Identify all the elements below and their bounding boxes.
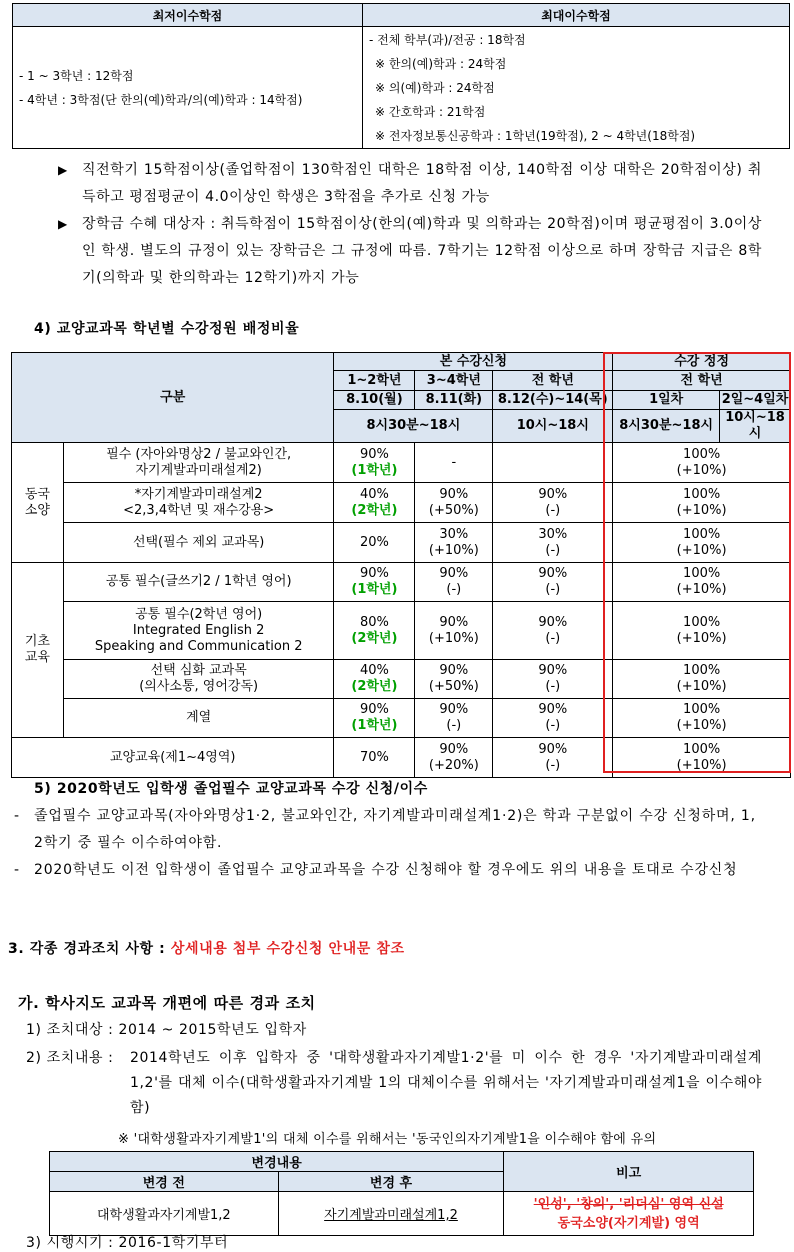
quota-year12: 90% (1학년) [334, 699, 415, 738]
remark-line: '인성', '창의', '리더십' 영역 신설 [533, 1196, 724, 1212]
quota-year12: 80% (2학년) [334, 602, 415, 660]
quota-all-years: 90% (-) [493, 563, 613, 602]
item-start-date: 3) 시행시기 : 2016-1학기부터 [26, 1235, 229, 1251]
min-credits-line: - 1 ~ 3학년 : 12학점 [19, 68, 134, 83]
quota-adjustment: 100% (+10%) [613, 563, 791, 602]
quota-adjustment: 100% (+10%) [613, 602, 791, 660]
quota-row [12, 483, 791, 523]
quota-year34: 90% (-) [415, 699, 493, 738]
bullet-extra-credits [58, 157, 762, 211]
before-header: 변경 전 [50, 1172, 279, 1192]
course-name: 선택 심화 교과목 (의사소통, 영어강독) [63, 660, 334, 699]
course-name: 계열 [63, 699, 334, 738]
max-credits-line: ※ 전자정보통신공학과 : 1학년(19학점), 2 ~ 4학년(18학점) [375, 128, 696, 143]
group-label: 기초 교육 [12, 563, 64, 738]
time-header: 10시~18시 [493, 410, 613, 443]
all-years-adjust-header: 전 학년 [613, 371, 791, 391]
credits-table [12, 3, 790, 149]
quota-row [12, 523, 791, 563]
note-text: ※ '대학생활과자기계발1'의 대체 이수를 위해서는 '동국인의자기계발1을 이수해야 함에 유의 [118, 1132, 657, 1147]
section-4-title: 4) 교양교과목 학년별 수강정원 배정비율 [34, 321, 300, 337]
date-header: 1일차 [613, 391, 720, 410]
date-header: 8.10(월) [334, 391, 415, 410]
remark-line: 동국소양(자기계발) 영역 [557, 1215, 700, 1231]
quota-row [12, 602, 791, 660]
max-credits-line: ※ 의(예)학과 : 24학점 [375, 80, 495, 95]
remark-header: 비고 [504, 1152, 754, 1192]
item-action-text: 2014학년도 이후 입학자 중 '대학생활과자기계발1·2'를 미 이수 한 경우 '자기계발과미래설계 1,2'를 대체 이수(대학생활과자기계발 1의 대체이수를 위해서는 '자기계발과미래설계1을 이수해야 함) [130, 1050, 762, 1116]
target-year-note: (1학년) [351, 718, 398, 733]
item-action-label: 2) 조치내용 : [26, 1050, 114, 1066]
section-5-text: 졸업필수 교양교과목(자아와명상1·2, 불교와인간, 자기계발과미래설계1·2)은 학과 구분없이 수강 신청하며, 1, 2학기 중 필수 이수하여야함. [34, 808, 756, 851]
target-year-note: (2학년) [351, 630, 398, 646]
quota-row [12, 443, 791, 483]
course-name: 교양교육(제1~4영역) [12, 738, 334, 778]
quota-year12: 20% [334, 523, 415, 563]
quota-year34: 90% (+50%) [415, 483, 493, 523]
time-header: 10시~18시 [720, 410, 791, 443]
quota-adjustment: 100% (+10%) [613, 523, 791, 563]
quota-all-years: 90% (-) [493, 738, 613, 778]
remark-cell [504, 1192, 754, 1236]
after-cell: 자기계발과미래설계1,2 [278, 1192, 504, 1236]
course-name: 공통 필수(2학년 영어) Integrated English 2 Speaking and Communication 2 [63, 602, 334, 660]
quota-year34: 90% (+10%) [415, 602, 493, 660]
max-credits-line: ※ 간호학과 : 21학점 [375, 104, 486, 119]
quota-adjustment: 100% (+10%) [613, 443, 791, 483]
item-target: 1) 조치대상 : 2014 ~ 2015학년도 입학자 [26, 1022, 307, 1038]
triangle-bullet-icon: ▶ [58, 217, 68, 231]
year34-header: 3~4학년 [415, 371, 493, 391]
target-year-note: (2학년) [351, 502, 398, 518]
section-5-title: 5) 2020학년도 입학생 졸업필수 교양교과목 수강 신청/이수 [34, 781, 428, 797]
target-year-note: (2학년) [351, 679, 398, 694]
course-name: 공통 필수(글쓰기2 / 1학년 영어) [63, 563, 334, 602]
triangle-bullet-icon: ▶ [58, 163, 68, 177]
quota-year34: 90% (-) [415, 563, 493, 602]
max-credits-line: ※ 한의(예)학과 : 24학점 [375, 56, 507, 71]
quota-all-years: 90% (-) [493, 660, 613, 699]
all-years-header: 전 학년 [493, 371, 613, 391]
date-header: 2일~4일차 [720, 391, 791, 410]
section-3-reference: 상세내용 첨부 수강신청 안내문 참조 [170, 941, 405, 957]
target-year-note: (1학년) [351, 582, 398, 597]
section-ga-title: 가. 학사지도 교과목 개편에 따른 경과 조치 [18, 994, 316, 1012]
min-credits-header: 최저이수학점 [13, 4, 363, 27]
category-header: 구분 [12, 353, 334, 443]
quota-table [11, 352, 791, 778]
course-name: *자기계발과미래설계2 <2,3,4학년 및 재수강용> [63, 483, 334, 523]
min-credits-line: - 4학년 : 3학점(단 한의(예)학과/의(예)학과 : 14학점) [19, 92, 303, 107]
quota-row [12, 660, 791, 699]
year12-header: 1~2학년 [334, 371, 415, 391]
date-header: 8.12(수)~14(목) [493, 391, 613, 410]
max-credits-header: 최대이수학점 [363, 4, 790, 27]
min-credits-cell [13, 27, 363, 149]
change-header: 변경내용 [50, 1152, 504, 1172]
quota-row [12, 563, 791, 602]
time-header: 8시30분~18시 [613, 410, 720, 443]
course-name: 필수 (자아와명상2 / 불교와인간, 자기계발과미래설계2) [63, 443, 334, 483]
quota-adjustment: 100% (+10%) [613, 699, 791, 738]
target-year-note: (1학년) [351, 462, 398, 478]
quota-all-years [493, 443, 613, 483]
group-label: 동국 소양 [12, 443, 64, 563]
quota-all-years: 30% (-) [493, 523, 613, 563]
bullet-text: 직전학기 15학점이상(졸업학점이 130학점인 대학은 18학점 이상, 140학점 이상 대학은 20학점이상) 취득하고 평점평균이 4.0이상인 학생은 3학점을 추가로 신청 가능 [82, 162, 762, 205]
bullet-scholarship [58, 211, 762, 292]
item-action [26, 1046, 762, 1121]
quota-year12: 40% (2학년) [334, 483, 415, 523]
section-3-title: 3. 각종 경과조치 사항 : 상세내용 첨부 수강신청 안내문 참조 [8, 941, 405, 957]
quota-adjustment: 100% (+10%) [613, 660, 791, 699]
quota-year34: 90% (+50%) [415, 660, 493, 699]
date-header: 8.11(화) [415, 391, 493, 410]
after-header: 변경 후 [278, 1172, 504, 1192]
before-cell: 대학생활과자기계발1,2 [50, 1192, 279, 1236]
time-header: 8시30분~18시 [334, 410, 493, 443]
section-5-item: - 졸업필수 교양교과목(자아와명상1·2, 불교와인간, 자기계발과미래설계1·2)은 학과 구분없이 수강 신청하며, 1, 2학기 중 필수 이수하여야함. [14, 803, 764, 857]
quota-year12: 90% (1학년) [334, 563, 415, 602]
quota-year34: - [415, 443, 493, 483]
quota-all-years: 90% (-) [493, 483, 613, 523]
main-registration-header: 본 수강신청 [334, 353, 613, 371]
quota-all-years: 90% (-) [493, 699, 613, 738]
quota-year34: 30% (+10%) [415, 523, 493, 563]
adjustment-header: 수강 정정 [613, 353, 791, 371]
quota-row [12, 738, 791, 778]
quota-year34: 90% (+20%) [415, 738, 493, 778]
section-5-item: - 2020학년도 이전 입학생이 졸업필수 교양교과목을 수강 신청해야 할 경우에도 위의 내용을 토대로 수강신청 [14, 857, 764, 884]
bullet-text: 장학금 수혜 대상자 : 취득학점이 15학점이상(한의(예)학과 및 의학과는 20학점)이며 평균평점이 3.0이상인 학생. 별도의 규정이 있는 장학금은 그 규정에 따름. 7학기는 12학점 이상으로 하며 장학금 지급은 8학기(의학과 및 한의학과는 12학기)까지 가능 [82, 216, 762, 286]
quota-year12: 40% (2학년) [334, 660, 415, 699]
max-credits-cell [363, 27, 790, 149]
change-table [49, 1151, 754, 1236]
course-name: 선택(필수 제외 교과목) [63, 523, 334, 563]
section-5-text: 2020학년도 이전 입학생이 졸업필수 교양교과목을 수강 신청해야 할 경우에도 위의 내용을 토대로 수강신청 [34, 862, 738, 878]
quota-row [12, 699, 791, 738]
quota-adjustment: 100% (+10%) [613, 483, 791, 523]
quota-all-years: 90% (-) [493, 602, 613, 660]
quota-adjustment: 100% (+10%) [613, 738, 791, 778]
max-credits-line: - 전체 학부(과)/전공 : 18학점 [369, 32, 526, 47]
quota-year12: 70% [334, 738, 415, 778]
quota-year12: 90% (1학년) [334, 443, 415, 483]
